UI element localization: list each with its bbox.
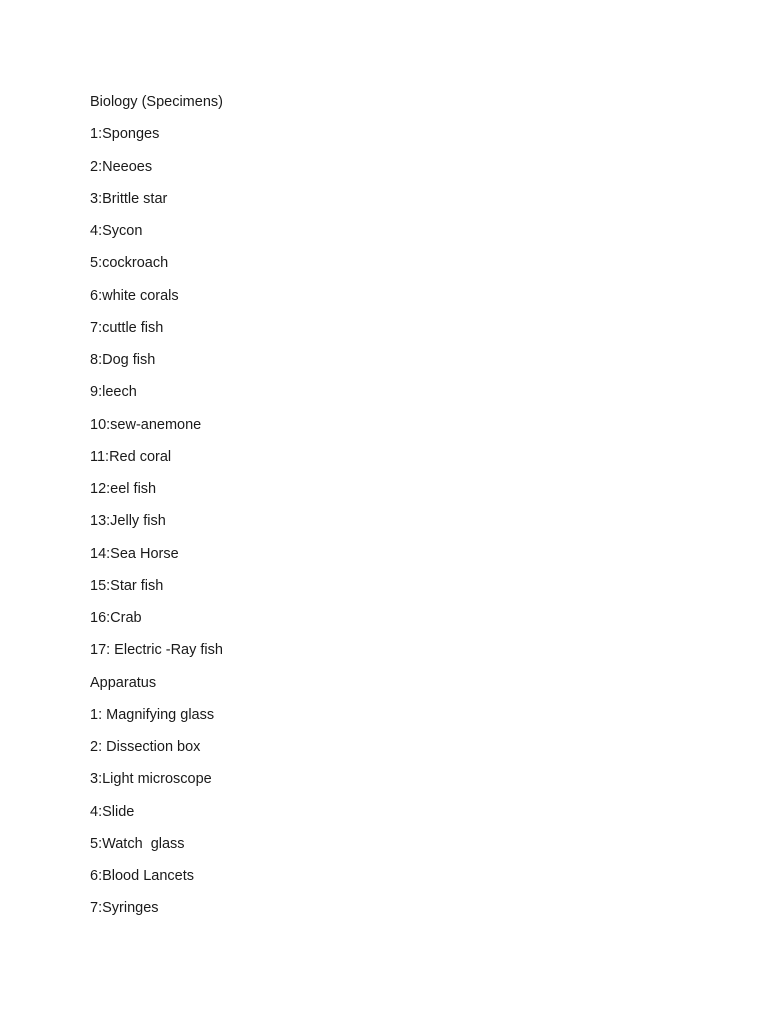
apparatus-item: 6:Blood Lancets	[90, 868, 194, 884]
specimen-item: 12:eel fish	[90, 481, 157, 497]
specimen-item: 14:Sea Horse	[90, 545, 179, 562]
apparatus-item: 4:Slide	[90, 803, 135, 820]
apparatus-item: 2: Dissection box	[90, 739, 201, 755]
specimen-item: 10:sew-anemone	[90, 416, 202, 433]
apparatus-item: 1: Magnifying glass	[90, 706, 215, 723]
specimen-item: 13:Jelly fish	[90, 513, 166, 530]
specimen-item: 5:cockroach	[90, 255, 169, 272]
apparatus-heading: Apparatus	[90, 674, 157, 691]
specimen-item: 6:white corals	[90, 287, 179, 304]
specimens-heading: Biology (Specimens)	[90, 94, 223, 110]
document-page	[90, 92, 690, 931]
specimen-item: 11:Red coral	[90, 448, 172, 465]
specimen-item: 2:Neeoes	[90, 158, 153, 175]
specimen-item: 8:Dog fish	[90, 352, 156, 368]
specimen-item: 9:leech	[90, 384, 137, 401]
specimen-item: 1:Sponges	[90, 126, 160, 143]
specimen-item: 17: Electric -Ray fish	[90, 642, 223, 659]
apparatus-item: 3:Light microscope	[90, 771, 212, 788]
specimen-item: 15:Star fish	[90, 577, 164, 594]
specimen-item: 4:Sycon	[90, 223, 143, 239]
specimen-item: 3:Brittle star	[90, 190, 168, 207]
apparatus-item: 5:Watch glass	[90, 835, 185, 852]
apparatus-item: 7:Syringes	[90, 900, 159, 917]
specimen-item: 7:cuttle fish	[90, 319, 164, 336]
specimen-item: 16:Crab	[90, 610, 142, 626]
